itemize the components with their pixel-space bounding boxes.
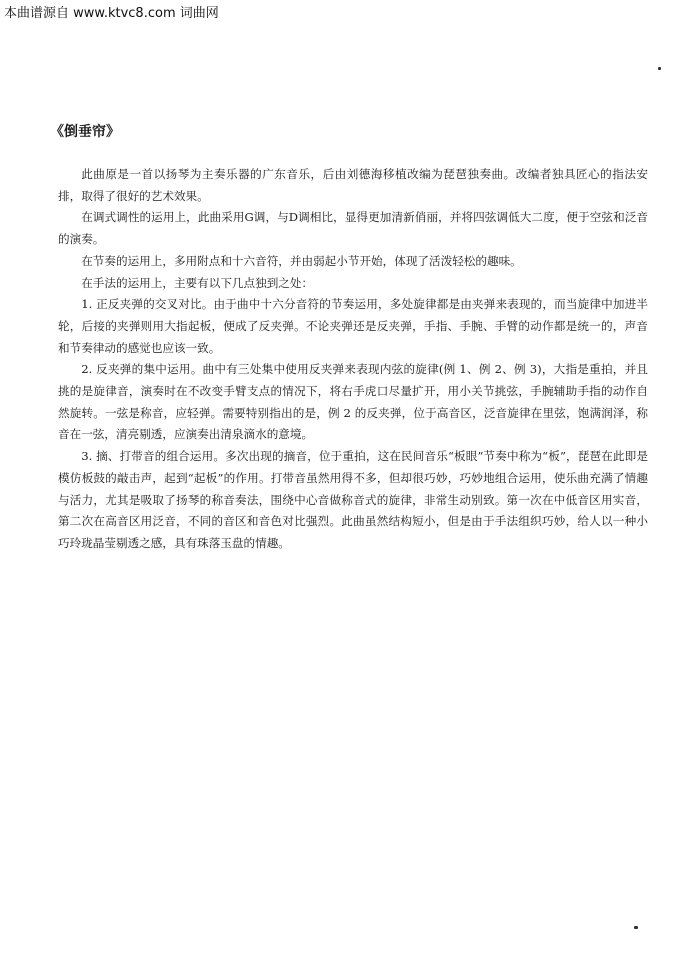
paragraph-technique-intro: 在手法的运用上，主要有以下几点独到之处： <box>81 275 314 290</box>
paragraph-rhythm: 在节奏的运用上，多用附点和十六音符，并由弱起小节开始，体现了活泼轻松的趣味。 <box>81 253 522 268</box>
article-body <box>58 164 648 555</box>
article-title: 《倒垂帘》 <box>50 124 120 140</box>
paragraph-point-1: 1. 正反夹弹的交叉对比。由于曲中十六分音符的节奏运用，多处旋律都是由夹弹来表现的，而当旋律中加进半轮，后接的夹弹则用大指起板，便成了反夹弹。不论夹弹还是反夹弹，手指、手腕、手臂的动作都是统一的，声音和节奏律动的感觉也应该一致。 <box>58 297 648 355</box>
scan-speck <box>634 926 638 929</box>
paragraph-key: 在调式调性的运用上，此曲采用G调，与D调相比，显得更加清新俏丽，并将四弦调低大二度，便于空弦和泛音的演奏。 <box>58 210 648 247</box>
site-watermark: 本曲谱源自 www.ktvc8.com 词曲网 <box>4 6 219 21</box>
paragraph-point-2: 2. 反夹弹的集中运用。曲中有三处集中使用反夹弹来表现内弦的旋律(例 1、例 2、例 3)，大指是重拍，并且挑的是旋律音，演奏时在不改变手臂支点的情况下，将右手虎口尽量扩开，用小关节挑弦，手腕辅助手指的动作自然旋转。一弦是称音，应轻弹。需要特别指出的是，例 2 的反夹弹，位于高音区，泛音旋律在里弦，饱满润泽，称音在一弦，清亮剔透，应演奏出清泉滴水的意境。 <box>58 362 648 442</box>
scan-speck <box>658 67 661 70</box>
paragraph-intro: 此曲原是一首以扬琴为主奏乐器的广东音乐，后由刘德海移植改编为琵琶独奏曲。改编者独具匠心的指法安排，取得了很好的艺术效果。 <box>58 167 648 203</box>
paragraph-point-3: 3. 摘、打带音的组合运用。多次出现的摘音，位于重拍，这在民间音乐“板眼”节奏中称为“板”，琵琶在此即是模仿板鼓的敲击声，起到“起板”的作用。打带音虽然用得不多，但却很巧妙，巧妙地组合运用，使乐曲充满了情趣与活力，尤其是吸取了扬琴的称音奏法，围绕中心音做称音式的旋律，非常生动别致。第一次在中低音区用实音，第二次在高音区用泛音，不同的音区和音色对比强烈。此曲虽然结构短小，但是由于手法组织巧妙，给人以一种小巧玲珑晶莹剔透之感，具有珠落玉盘的情趣。 <box>58 449 648 550</box>
